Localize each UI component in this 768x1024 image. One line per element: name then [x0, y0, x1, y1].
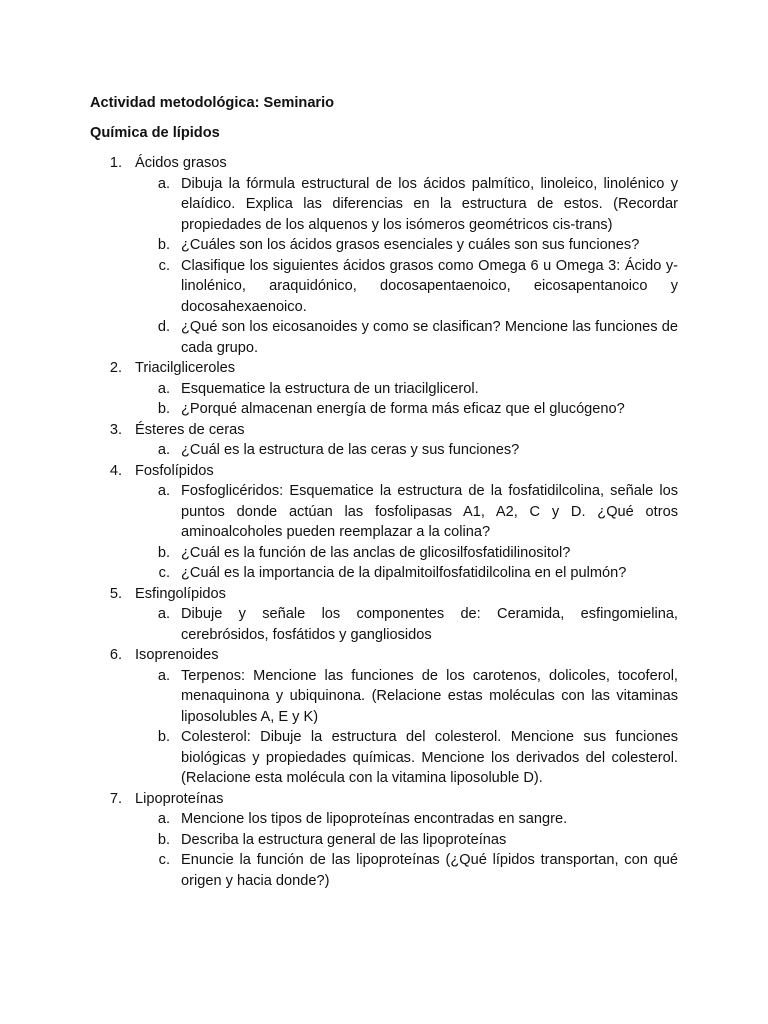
section-heading [90, 153, 678, 174]
question-text: ¿Cuál es la importancia de la dipalmitoilfosfatidilcolina en el pulmón? [181, 565, 627, 581]
document-page [90, 93, 678, 891]
section-item [90, 358, 678, 420]
question-letter: c. [158, 852, 170, 868]
question-letter: b. [157, 729, 170, 745]
question-letter: a. [157, 667, 170, 684]
question-letter: a. [157, 175, 170, 192]
question-list [90, 379, 678, 420]
question-list [90, 604, 678, 645]
question-item [90, 317, 678, 358]
question-text: Colesterol: Dibuje la estructura del colesterol. Mencione sus funciones biológicas y propiedades químicas. Mencione los derivados del colesterol. (Relacione esta molécula con la vitamina liposoluble D). [181, 729, 678, 786]
section-number: 3. [109, 421, 122, 438]
question-letter: b. [157, 544, 170, 561]
section-heading [90, 358, 678, 379]
question-item [90, 809, 678, 830]
question-text: ¿Porqué almacenan energía de forma más eficaz que el glucógeno? [181, 401, 625, 417]
question-item [90, 399, 678, 420]
document-title: Actividad metodológica: Seminario [90, 95, 335, 111]
section-item [90, 584, 678, 646]
section-label: Ésteres de ceras [135, 421, 245, 438]
question-item [90, 256, 678, 318]
document-subtitle: Química de lípidos [90, 125, 220, 141]
question-text: Mencione los tipos de lipoproteínas encontradas en sangre. [181, 811, 568, 827]
question-list [90, 809, 678, 891]
question-text: Enuncie la función de las lipoproteínas (¿Qué lípidos transportan, con qué origen y hacia donde?) [181, 852, 678, 889]
section-label: Ácidos grasos [135, 155, 227, 171]
question-text: Dibuje y señale los componentes de: Ceramida, esfingomielina, cerebrósidos, fosfátidos y gangliosidos [181, 606, 678, 643]
question-letter: b. [157, 831, 170, 848]
question-letter: c. [158, 257, 170, 274]
section-label: Isoprenoides [135, 647, 219, 663]
section-number: 1. [109, 155, 122, 171]
section-item [90, 461, 678, 584]
section-item [90, 645, 678, 789]
section-item [90, 153, 678, 358]
section-heading [90, 420, 678, 441]
question-item [90, 379, 678, 400]
section-heading [90, 789, 678, 810]
question-item [90, 174, 678, 236]
question-text: Dibuja la fórmula estructural de los ácidos palmítico, linoleico, linolénico y elaídico. Explica las diferencias en la estructura de estos. (Recordar propiedades de los alquenos y los isómeros geométricos cis-trans) [181, 175, 678, 233]
question-item [90, 666, 678, 728]
question-text: Esquematice la estructura de un triacilglicerol. [181, 380, 479, 397]
question-text: ¿Qué son los eicosanoides y como se clasifican? Mencione las funciones de cada grupo. [181, 319, 678, 356]
question-item [90, 604, 678, 645]
question-item [90, 235, 678, 256]
section-number: 5. [109, 585, 122, 602]
question-letter: a. [157, 483, 170, 499]
question-item [90, 830, 678, 851]
question-letter: a. [157, 380, 170, 397]
question-text: Describa la estructura general de las lipoproteínas [181, 831, 507, 848]
section-label: Lipoproteínas [135, 790, 224, 807]
question-text: Terpenos: Mencione las funciones de los carotenos, dolicoles, tocoferol, menaquinona y ubiquinona. (Relacione estas moléculas con las vitaminas liposolubles A, E y K) [181, 667, 678, 725]
question-letter: b. [157, 237, 170, 253]
question-letter: d. [157, 319, 170, 335]
section-number: 7. [109, 790, 122, 807]
question-list [90, 666, 678, 789]
section-label: Triacilgliceroles [135, 360, 236, 376]
section-number: 4. [109, 462, 122, 479]
question-item [90, 563, 678, 584]
section-list [90, 153, 678, 891]
question-text: Clasifique los siguientes ácidos grasos como Omega 6 u Omega 3: Ácido y-linolénico, araquidónico, docosapentaenoico, eicosapentanoico y docosahexaenoico. [181, 257, 678, 315]
section-item [90, 789, 678, 892]
question-list [90, 481, 678, 584]
question-letter: a. [157, 606, 170, 622]
question-list [90, 440, 678, 461]
question-text: ¿Cuál es la estructura de las ceras y sus funciones? [181, 442, 520, 458]
question-letter: a. [157, 442, 170, 458]
section-heading [90, 584, 678, 605]
question-text: ¿Cuáles son los ácidos grasos esenciales y cuáles son sus funciones? [181, 237, 640, 253]
section-heading [90, 461, 678, 482]
question-text: Fosfoglicéridos: Esquematice la estructura de la fosfatidilcolina, señale los puntos donde actúan las fosfolipasas A1, A2, C y D. ¿Qué otros aminoalcoholes pueden reemplazar a la colina? [181, 483, 678, 540]
question-letter: b. [157, 401, 170, 417]
question-item [90, 727, 678, 789]
section-heading [90, 645, 678, 666]
question-item [90, 543, 678, 564]
section-number: 2. [109, 360, 122, 376]
question-text: ¿Cuál es la función de las anclas de glicosilfosfatidilinositol? [181, 544, 571, 561]
section-item [90, 420, 678, 461]
question-item [90, 440, 678, 461]
section-label: Fosfolípidos [135, 462, 214, 479]
question-item [90, 850, 678, 891]
question-letter: c. [158, 565, 170, 581]
question-item [90, 481, 678, 543]
question-list [90, 174, 678, 359]
question-letter: a. [157, 811, 170, 827]
section-label: Esfingolípidos [135, 585, 226, 602]
section-number: 6. [109, 647, 122, 663]
